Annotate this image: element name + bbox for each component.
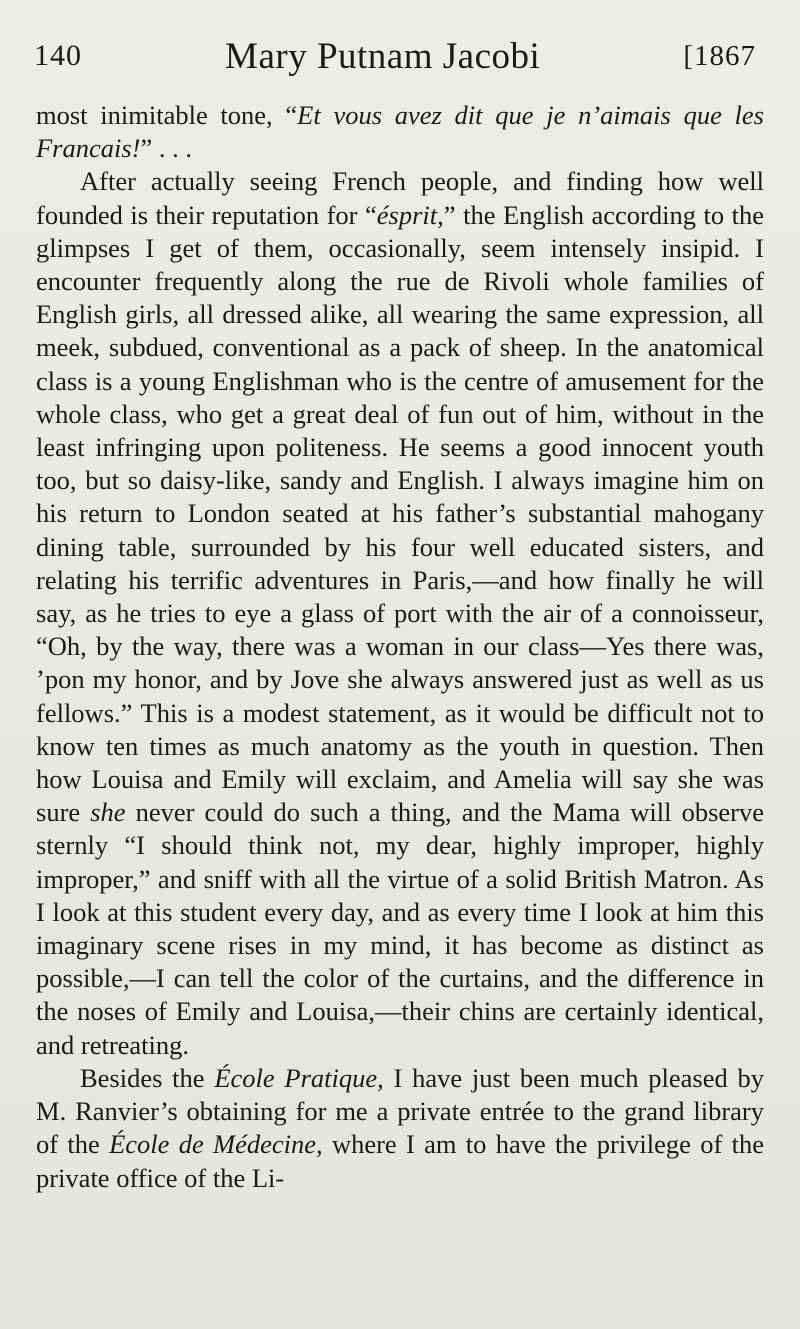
text-segment: Besides the [80, 1062, 215, 1093]
text-segment: After actually seeing French people, and finding how well founded is their reputation for “ [36, 166, 764, 230]
text-segment: never could do such a thing, and the Mama will observe sternly “I should think not, my dear, highly improper, highly improper,” and sniff with all the virtue of a solid British Matron. As I look at this student every day, and as every time I look at him this imaginary scene rises in my mind, it has become as distinct as possible,—I can tell the color of the curtains, and the difference in the noses of Emily and Louisa,—their chins are certainly identical, and retreating. [36, 797, 764, 1060]
text-segment: I have just been much pleased by M. Ranvier’s obtaining for me a private entrée to the grand library of the [36, 1062, 764, 1160]
body-text [36, 99, 764, 1195]
paragraph [36, 165, 764, 1061]
italic-text: Et vous avez dit que je n’aimais que les Francais! [36, 100, 764, 164]
running-title: Mary Putnam Jacobi [225, 35, 541, 77]
page-header [34, 28, 756, 84]
text-segment: where I am to have the privilege of the private office of the Li- [36, 1129, 764, 1193]
text-segment: most inimitable tone, “ [36, 100, 298, 130]
paragraph [36, 99, 764, 165]
page-number: 140 [34, 39, 82, 72]
italic-text: ésprit, [376, 199, 444, 230]
text-segment: ” the English according to the glimpses I get of them, occasionally, seem intensely insipid. I encounter frequently along the rue de Rivoli whole families of English girls, all dressed alike, all wearing the same expression, all meek, subdued, conventional as a pack of sheep. In the anatomical class is a young Englishman who is the centre of amusement for the whole class, who get a great deal of fun out of him, without in the least infringing upon politeness. He seems a good innocent youth too, but so daisy-like, sandy and English. I always imagine him on his return to London seated at his father’s substantial mahogany dining table, surrounded by his four well educated sisters, and relating his terrific adventures in Paris,—and how finally he will say, as he tries to eye a glass of port with the air of a connoisseur, “Oh, by the way, there was a woman in our class—Yes there was, ’pon my honor, and by Jove she always answered just as well as us fellows.” This is a modest statement, as it would be difficult not to know ten times as much anatomy as the youth in question. Then how Louisa and Emily will exclaim, and Amelia will say she was sure [36, 199, 764, 828]
year-mark: [1867 [683, 39, 756, 72]
italic-text: she [90, 797, 126, 828]
italic-text: École de Médecine, [109, 1129, 323, 1160]
paragraph [36, 1062, 764, 1195]
italic-text: École Pratique, [214, 1062, 384, 1093]
text-segment: ” . . . [140, 133, 193, 164]
